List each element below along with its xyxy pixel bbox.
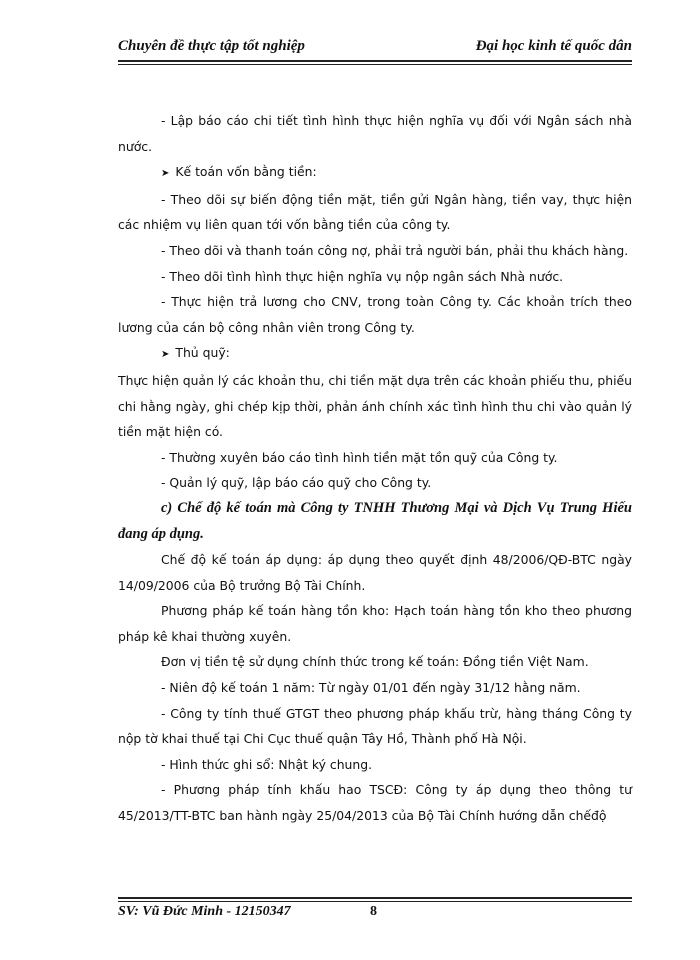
page-header bbox=[118, 36, 632, 58]
paragraph: - Thường xuyên báo cáo tình hình tiền mặt tồn quỹ của Công ty. bbox=[161, 449, 558, 465]
paragraph: - Theo dõi và thanh toán công nợ, phải trả người bán, phải thu khách hàng. bbox=[161, 242, 629, 258]
bullet-heading bbox=[118, 159, 632, 187]
bullet-heading-text: Kế toán vốn bằng tiền: bbox=[175, 164, 317, 180]
header-rule bbox=[118, 60, 632, 65]
page-number: 8 bbox=[370, 904, 377, 919]
paragraph: Phương pháp kế toán hàng tồn kho: Hạch toán hàng tồn kho theo phương pháp kê khai thường xuyên. bbox=[118, 603, 632, 644]
paragraph: - Lập báo cáo chi tiết tình hình thực hiện nghĩa vụ đối với Ngân sách nhà nước. bbox=[118, 113, 632, 154]
bullet-heading bbox=[118, 340, 632, 368]
arrow-bullet-icon: ➤ bbox=[161, 349, 170, 361]
paragraph: - Theo dõi tình hình thực hiện nghĩa vụ nộp ngân sách Nhà nước. bbox=[161, 268, 564, 284]
arrow-bullet-icon: ➤ bbox=[161, 168, 170, 180]
section-heading: c) Chế độ kế toán mà Công ty TNHH Thương Mại và Dịch Vụ Trung Hiếu đang áp dụng. bbox=[118, 499, 632, 542]
page-footer bbox=[118, 904, 632, 924]
paragraph: - Thực hiện trả lương cho CNV, trong toàn Công ty. Các khoản trích theo lương của cán bộ công nhân viên trong Công ty. bbox=[118, 294, 632, 335]
paragraph: Chế độ kế toán áp dụng: áp dụng theo quyết định 48/2006/QĐ-BTC ngày 14/09/2006 của Bộ trưởng Bộ Tài Chính. bbox=[118, 552, 632, 593]
paragraph: - Niên độ kế toán 1 năm: Từ ngày 01/01 đến ngày 31/12 hằng năm. bbox=[161, 680, 581, 696]
paragraph: - Theo dõi sự biến động tiền mặt, tiền gửi Ngân hàng, tiền vay, thực hiện các nhiệm vụ liên quan tới vốn bằng tiền của công ty. bbox=[118, 191, 632, 233]
bullet-heading-text: Thủ quỹ: bbox=[175, 345, 230, 361]
paragraph: - Hình thức ghi sổ: Nhật ký chung. bbox=[161, 756, 373, 772]
body-text bbox=[118, 108, 632, 829]
paragraph: Thực hiện quản lý các khoản thu, chi tiền mặt dựa trên các khoản phiếu thu, phiếu chi hằng ngày, ghi chép kịp thời, phản ánh chính xác tình hình thu chi vào quản lý tiền mặt hiện có. bbox=[118, 372, 632, 440]
paragraph: - Quản lý quỹ, lập báo cáo quỹ cho Công ty. bbox=[161, 475, 432, 491]
paragraph: - Công ty tính thuế GTGT theo phương pháp khấu trừ, hàng tháng Công ty nộp tờ khai thuế tại Chi Cục thuế quận Tây Hồ, Thành phố Hà Nội. bbox=[118, 705, 632, 747]
paragraph: Đơn vị tiền tệ sử dụng chính thức trong kế toán: Đồng tiền Việt Nam. bbox=[161, 654, 589, 670]
header-right-title: Đại học kinh tế quốc dân bbox=[475, 38, 632, 54]
footer-student: SV: Vũ Đức Minh - 12150347 bbox=[118, 904, 291, 919]
header-left-title: Chuyên đề thực tập tốt nghiệp bbox=[118, 38, 305, 54]
paragraph: - Phương pháp tính khấu hao TSCĐ: Công ty áp dụng theo thông tư 45/2013/TT-BTC ban hành ngày 25/04/2013 của Bộ Tài Chính hướng dẫn chếđộ bbox=[118, 782, 632, 824]
footer-rule bbox=[118, 897, 632, 902]
